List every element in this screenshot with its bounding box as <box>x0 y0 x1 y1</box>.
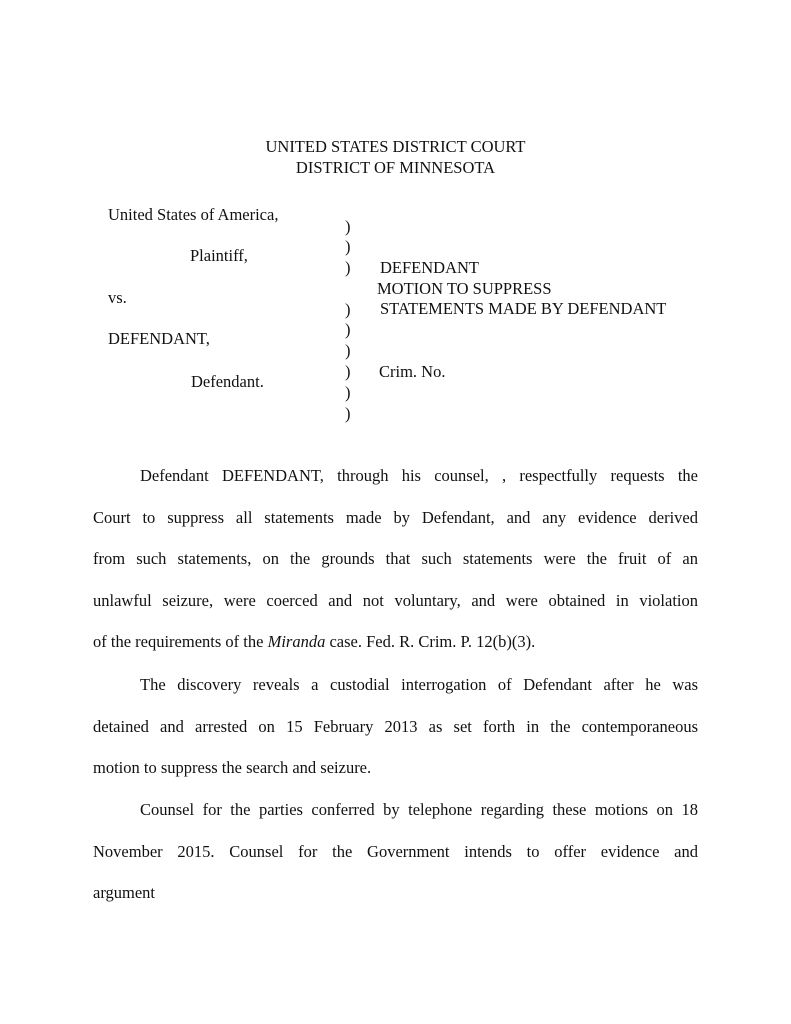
paragraph-3 <box>93 789 698 914</box>
case-number-label: Crim. No. <box>379 362 446 381</box>
paragraph-text: of the requirements of the <box>93 632 268 652</box>
defendant-role: Defendant. <box>191 372 264 391</box>
paragraph-line: from such statements, on the grounds that such statements were the fruit of an <box>93 549 698 569</box>
paragraph-2 <box>93 664 698 789</box>
caption-parenthesis: ) <box>345 362 351 381</box>
defendant-name: DEFENDANT, <box>108 329 210 348</box>
paragraph-line: unlawful seizure, were coerced and not voluntary, and were obtained in violation <box>93 590 698 610</box>
paragraph-text: case. Fed. R. Crim. P. 12(b)(3). <box>325 632 536 652</box>
paragraph-line: Court to suppress all statements made by Defendant, and any evidence derived <box>93 507 698 527</box>
motion-title-line3: STATEMENTS MADE BY DEFENDANT <box>380 299 667 318</box>
court-district: DISTRICT OF MINNESOTA <box>295 158 496 177</box>
paragraph-line: The discovery reveals a custodial interrogation of Defendant after he was <box>140 675 698 694</box>
plaintiff-name: United States of America, <box>108 205 279 224</box>
motion-title-line1: DEFENDANT <box>380 258 479 277</box>
paragraph-line: motion to suppress the search and seizure. <box>93 758 372 778</box>
paragraph-line: November 2015. Counsel for the Government intends to offer evidence and <box>93 841 698 861</box>
paragraph-line: Defendant DEFENDANT, through his counsel, , respectfully requests the <box>140 466 698 485</box>
paragraph-line: detained and arrested on 15 February 2013 as set forth in the contemporaneous <box>93 716 698 736</box>
caption-parenthesis: ) <box>345 404 351 423</box>
caption-parenthesis: ) <box>345 320 351 339</box>
caption-parenthesis: ) <box>345 383 351 402</box>
paragraph-line <box>93 621 698 663</box>
caption-parenthesis: ) <box>345 237 351 256</box>
caption-parenthesis: ) <box>345 217 351 236</box>
caption-parenthesis: ) <box>345 341 351 360</box>
motion-title-line2: MOTION TO SUPPRESS <box>377 279 552 298</box>
paragraph-line: argument <box>93 883 156 903</box>
caption-parenthesis: ) <box>345 300 351 319</box>
versus-label: vs. <box>108 288 127 307</box>
caption-parenthesis: ) <box>345 258 351 277</box>
court-name: UNITED STATES DISTRICT COURT <box>265 137 526 156</box>
paragraph-1 <box>93 455 698 663</box>
paragraph-line: Counsel for the parties conferred by telephone regarding these motions on 18 <box>140 800 698 819</box>
plaintiff-role: Plaintiff, <box>190 246 248 265</box>
case-name-italic: Miranda <box>267 632 326 652</box>
